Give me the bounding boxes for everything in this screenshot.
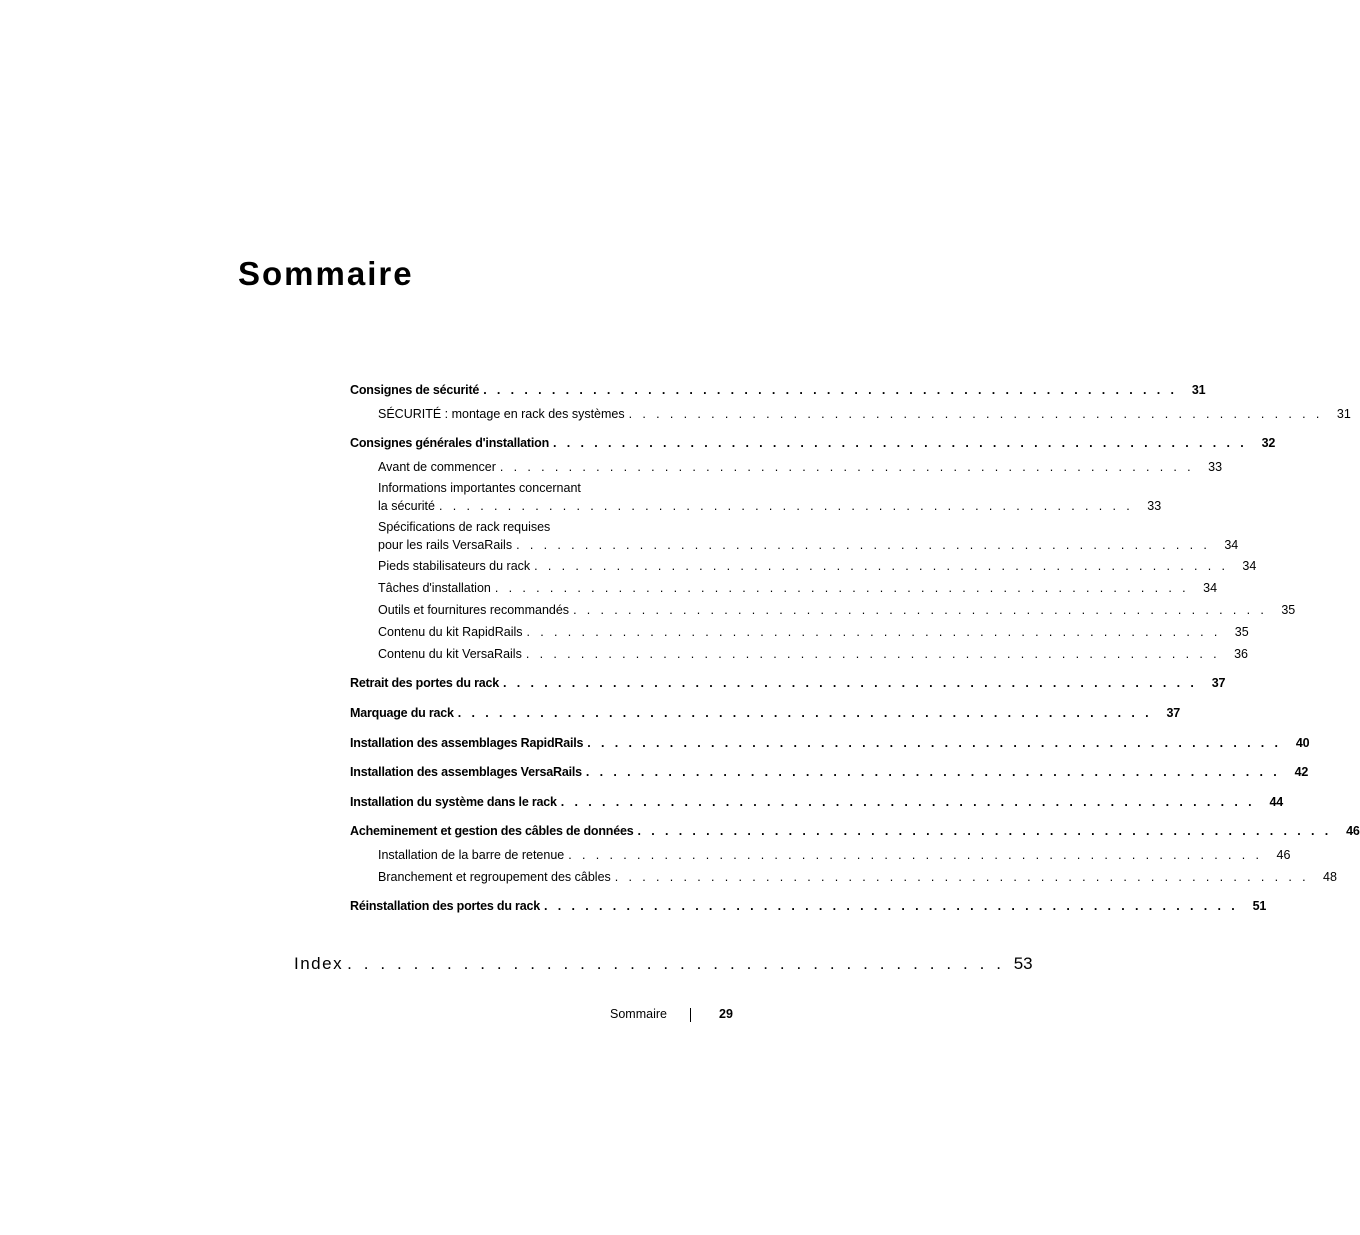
- toc-entry-page: 46: [1276, 848, 1291, 862]
- toc-entry-text: Installation de la barre de retenue: [378, 848, 565, 862]
- dot-leader: . . . . . . . . . . . . . . . . . . . . . . . . . . . . . . . . . . . . . . . . . . . . . . . . . . .: [628, 407, 1323, 421]
- toc-subentry[interactable]: [378, 602, 1296, 618]
- dot-leader: . . . . . . . . . . . . . . . . . . . . . . . . . . . . . . . . . . . . . . . . . . . . . . . . . . .: [438, 499, 1134, 513]
- toc-entry-text: Installation des assemblages VersaRails: [350, 765, 582, 779]
- toc-entry-page: 31: [1336, 407, 1351, 421]
- toc-entry[interactable]: [350, 705, 1180, 721]
- footer-page-number: 29: [719, 1007, 733, 1021]
- dot-leader: . . . . . . . . . . . . . . . . . . . . . . . . . . . . . . . . . . . . . . . . . . . . . . . . . . .: [457, 706, 1152, 720]
- toc-entry-page: 32: [1261, 436, 1276, 450]
- toc-entry-page: 31: [1191, 383, 1206, 397]
- toc-entry-text-line1: Spécifications de rack requises: [378, 520, 551, 534]
- toc-entry-page: 51: [1252, 899, 1267, 913]
- toc-subentry[interactable]: [378, 580, 1218, 596]
- toc-entry-text: Marquage du rack: [350, 706, 454, 720]
- toc-entry-page: 34: [1224, 538, 1239, 552]
- dot-leader: . . . . . . . . . . . . . . . . . . . . . . . . . . . . . . . . . . . . . . . . . . . . . . . . . . .: [483, 383, 1178, 397]
- toc-entry-text: Réinstallation des portes du rack: [350, 899, 540, 913]
- toc-entry-page: 34: [1203, 581, 1218, 595]
- toc-entry-page: 40: [1295, 736, 1310, 750]
- dot-leader: . . . . . . . . . . . . . . . . . . . . . . . . . . . . . . . . . . . . . . . . . . . . . . . . . . .: [585, 765, 1281, 779]
- toc-subentry[interactable]: [378, 624, 1249, 640]
- toc-entry-text: Tâches d'installation: [378, 581, 491, 595]
- toc-entry-text: Retrait des portes du rack: [350, 676, 500, 690]
- dot-leader: . . . . . . . . . . . . . . . . . . . . . . . . . . . . . . . . . . . . . . . . . . . . . . . . . . .: [499, 460, 1195, 474]
- footer-separator: [690, 1008, 691, 1022]
- toc-entry-page: 42: [1294, 765, 1309, 779]
- dot-leader: . . . . . . . . . . . . . . . . . . . . . . . . . . . . . . . . . . . . . . . . . . . . . . . . . . .: [516, 538, 1211, 552]
- toc-entry-text: Pieds stabilisateurs du rack: [378, 559, 531, 573]
- toc-subentry[interactable]: [378, 847, 1291, 863]
- toc-entry-text: Installation du système dans le rack: [350, 795, 557, 809]
- toc-entry[interactable]: [350, 898, 1267, 914]
- toc-entry-page: 37: [1166, 706, 1180, 720]
- toc-entry-page: 36: [1234, 647, 1249, 661]
- toc-entry-text: Installation des assemblages RapidRails: [350, 736, 584, 750]
- toc-entry-text: Branchement et regroupement des câbles: [378, 870, 611, 884]
- dot-leader: . . . . . . . . . . . . . . . . . . . . . . . . . . . . . . . . . . . . . . . . . . . . . . . . . . .: [525, 647, 1221, 661]
- page-title: Sommaire: [238, 255, 414, 292]
- toc-entry-page: 46: [1346, 824, 1360, 838]
- toc-entry[interactable]: [350, 764, 1309, 780]
- dot-leader: . . . . . . . . . . . . . . . . . . . . . . . . . . . . . . . . . . . . . . . .: [347, 954, 1005, 973]
- toc-entry[interactable]: [350, 382, 1206, 398]
- toc-entry-page: 33: [1208, 460, 1223, 474]
- toc-subentry[interactable]: [378, 869, 1337, 885]
- dot-leader: . . . . . . . . . . . . . . . . . . . . . . . . . . . . . . . . . . . . . . . . . . . . . . . . . . .: [573, 603, 1268, 617]
- toc-entry-text: Contenu du kit VersaRails: [378, 647, 522, 661]
- dot-leader: . . . . . . . . . . . . . . . . . . . . . . . . . . . . . . . . . . . . . . . . . . . . . . . . . . .: [637, 824, 1332, 838]
- toc-entry[interactable]: [350, 823, 1360, 839]
- dot-leader: . . . . . . . . . . . . . . . . . . . . . . . . . . . . . . . . . . . . . . . . . . . . . . . . . . .: [503, 676, 1198, 690]
- toc-entry[interactable]: [350, 435, 1276, 451]
- toc-entry-text: Contenu du kit RapidRails: [378, 625, 523, 639]
- toc-entry-text: pour les rails VersaRails: [378, 538, 513, 552]
- dot-leader: . . . . . . . . . . . . . . . . . . . . . . . . . . . . . . . . . . . . . . . . . . . . . . . . . . .: [560, 795, 1255, 809]
- toc-index-label: Index: [294, 954, 344, 973]
- toc-entry-text: Outils et fournitures recommandés: [378, 603, 570, 617]
- toc-subentry[interactable]: [378, 520, 1239, 553]
- toc-entry-text: la sécurité: [378, 499, 435, 513]
- toc-subentry[interactable]: [378, 459, 1223, 475]
- dot-leader: . . . . . . . . . . . . . . . . . . . . . . . . . . . . . . . . . . . . . . . . . . . . . . . . . . .: [568, 848, 1263, 862]
- toc-subentry[interactable]: [378, 406, 1351, 422]
- dot-leader: . . . . . . . . . . . . . . . . . . . . . . . . . . . . . . . . . . . . . . . . . . . . . . . . . . .: [553, 436, 1248, 450]
- toc-entry-page: 44: [1269, 795, 1283, 809]
- toc-entry-text: Consignes générales d'installation: [350, 436, 549, 450]
- toc-entry-page: 35: [1234, 625, 1249, 639]
- toc-entry-page: 33: [1147, 499, 1162, 513]
- toc-entry-text-line1: Informations importantes concernant: [378, 481, 581, 495]
- dot-leader: . . . . . . . . . . . . . . . . . . . . . . . . . . . . . . . . . . . . . . . . . . . . . . . . . . .: [526, 625, 1221, 639]
- toc-subentry[interactable]: [378, 481, 1162, 514]
- toc-subentry[interactable]: [378, 646, 1249, 662]
- toc-entry[interactable]: [350, 735, 1310, 751]
- toc-entry-page: 34: [1242, 559, 1257, 573]
- toc-index-entry[interactable]: [294, 954, 1033, 974]
- toc-entry-text: Acheminement et gestion des câbles de données: [350, 824, 634, 838]
- toc-entry-text: Avant de commencer: [378, 460, 496, 474]
- toc-entry-text: Consignes de sécurité: [350, 383, 480, 397]
- toc-entry-page: 35: [1281, 603, 1296, 617]
- dot-leader: . . . . . . . . . . . . . . . . . . . . . . . . . . . . . . . . . . . . . . . . . . . . . . . . . . .: [543, 899, 1239, 913]
- toc-index-page: 53: [1013, 954, 1033, 973]
- toc-entry[interactable]: [350, 675, 1226, 691]
- dot-leader: . . . . . . . . . . . . . . . . . . . . . . . . . . . . . . . . . . . . . . . . . . . . . . . . . . .: [587, 736, 1282, 750]
- toc-entry-text: SÉCURITÉ : montage en rack des systèmes: [378, 407, 625, 421]
- dot-leader: . . . . . . . . . . . . . . . . . . . . . . . . . . . . . . . . . . . . . . . . . . . . . . . . . . .: [494, 581, 1190, 595]
- toc-entry[interactable]: [350, 794, 1283, 810]
- toc-entry-page: 37: [1211, 676, 1226, 690]
- toc-entry-page: 48: [1323, 870, 1337, 884]
- footer-section-label: Sommaire: [610, 1007, 667, 1021]
- dot-leader: . . . . . . . . . . . . . . . . . . . . . . . . . . . . . . . . . . . . . . . . . . . . . . . . . . .: [614, 870, 1309, 884]
- dot-leader: . . . . . . . . . . . . . . . . . . . . . . . . . . . . . . . . . . . . . . . . . . . . . . . . . . .: [534, 559, 1229, 573]
- toc-subentry[interactable]: [378, 558, 1257, 574]
